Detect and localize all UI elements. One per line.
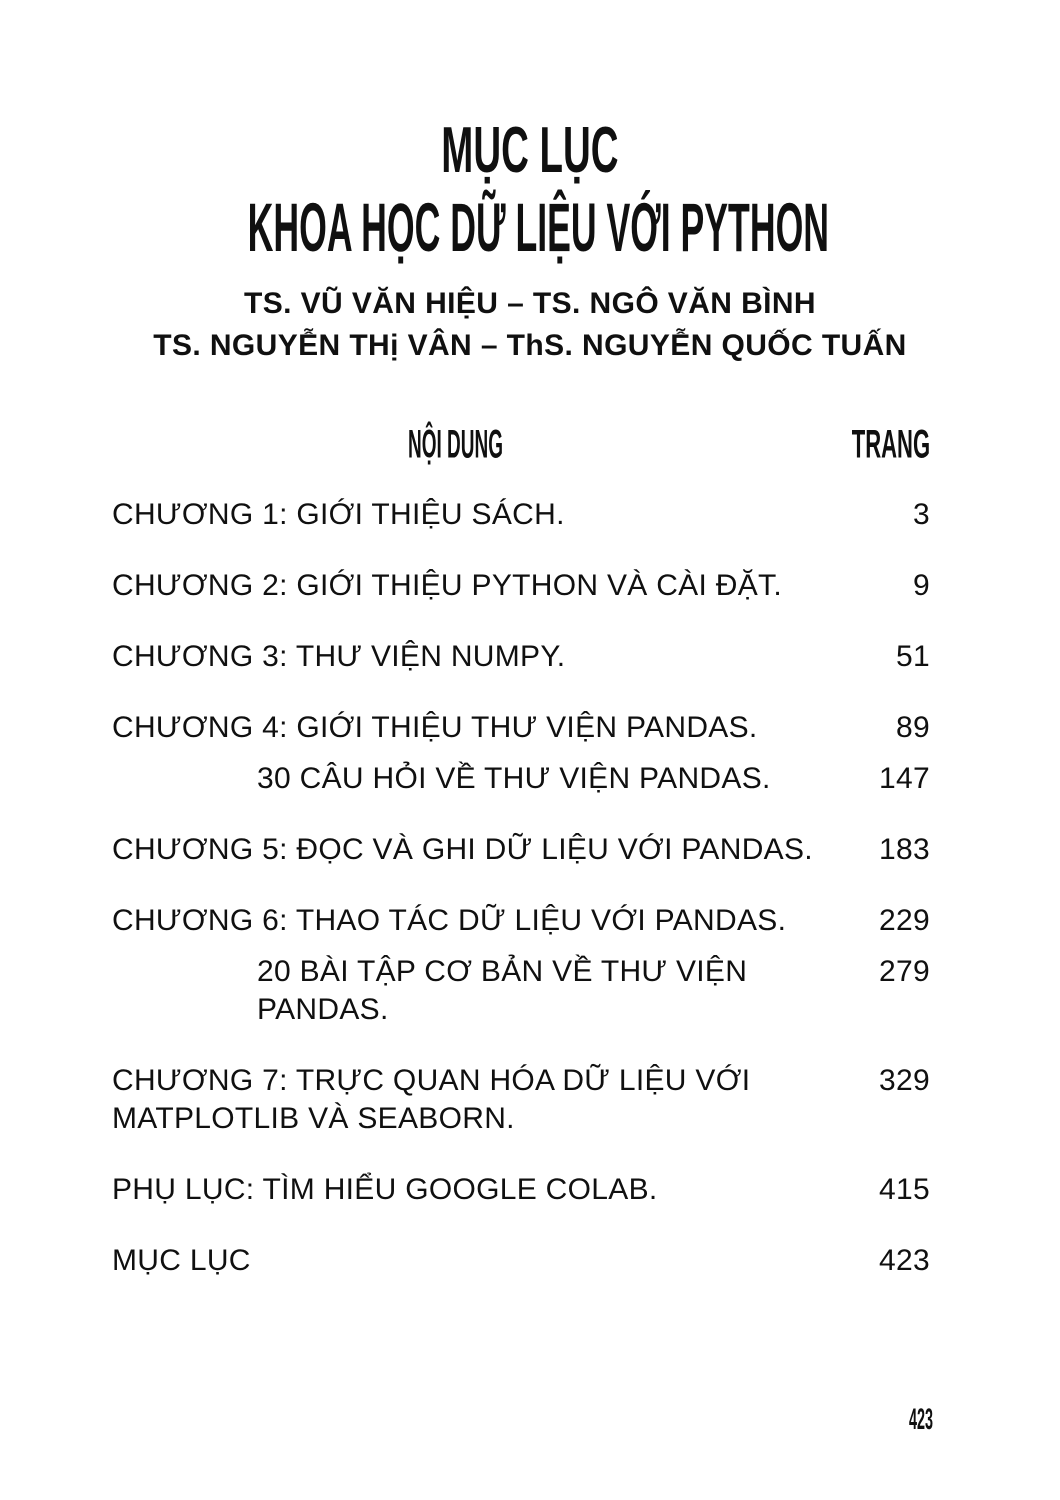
page-number-footer bbox=[883, 1404, 933, 1436]
toc-entry bbox=[112, 1242, 930, 1280]
book-title bbox=[0, 188, 1060, 266]
toc-entry bbox=[112, 1062, 930, 1138]
authors-line-1: TS. VŨ VĂN HIỆU – TS. NGÔ VĂN BÌNH bbox=[244, 287, 816, 320]
column-headers bbox=[112, 424, 930, 468]
page-title bbox=[0, 114, 1060, 187]
toc-entry bbox=[112, 760, 930, 798]
toc-entry-page-number: 147 bbox=[879, 762, 930, 795]
page-number: 423 bbox=[908, 1403, 933, 1436]
toc-entry-label: CHƯƠNG 5: ĐỌC VÀ GHI DỮ LIỆU VỚI PANDAS. bbox=[112, 833, 813, 866]
toc-entry bbox=[112, 496, 930, 534]
toc-entry-label: MỤC LỤC bbox=[112, 1244, 251, 1277]
toc-entry bbox=[112, 902, 930, 940]
page-column-header: TRANG bbox=[851, 422, 930, 467]
toc-entry-page-number: 329 bbox=[879, 1064, 930, 1097]
toc-entry-page-number: 89 bbox=[896, 711, 930, 744]
toc-list bbox=[112, 496, 930, 1280]
toc-entry bbox=[112, 831, 930, 869]
toc-entry-page-number: 51 bbox=[896, 640, 930, 673]
toc-entry-page-number: 423 bbox=[879, 1244, 930, 1277]
toc-entry-label: CHƯƠNG 3: THƯ VIỆN NUMPY. bbox=[112, 640, 566, 673]
toc-entry-page-number: 415 bbox=[879, 1173, 930, 1206]
toc-entry bbox=[112, 709, 930, 747]
toc-entry bbox=[112, 638, 930, 676]
toc-entry-label: 30 CÂU HỎI VỀ THƯ VIỆN PANDAS. bbox=[257, 762, 771, 795]
toc-entry bbox=[112, 1171, 930, 1209]
toc-entry-label: CHƯƠNG 6: THAO TÁC DỮ LIỆU VỚI PANDAS. bbox=[112, 904, 787, 937]
toc-entry bbox=[112, 567, 930, 605]
content-column-header: NỘI DUNG bbox=[408, 422, 503, 467]
toc-entry-label: CHƯƠNG 7: TRỰC QUAN HÓA DỮ LIỆU VỚI MATPLOTLIB VÀ SEABORN. bbox=[112, 1064, 751, 1135]
toc-entry-page-number: 3 bbox=[913, 498, 930, 531]
page-title-text: MỤC LỤC bbox=[441, 114, 619, 187]
toc-entry-label: 20 BÀI TẬP CƠ BẢN VỀ THƯ VIỆN PANDAS. bbox=[257, 955, 748, 1026]
book-title-text: KHOA HỌC DỮ LIỆU VỚI PYTHON bbox=[247, 188, 830, 266]
toc-entry-label: CHƯƠNG 1: GIỚI THIỆU SÁCH. bbox=[112, 498, 565, 531]
authors-line-2: TS. NGUYỄN THị VÂN – ThS. NGUYỄN QUỐC TUẤN bbox=[153, 329, 907, 362]
toc-entry-label: PHỤ LỤC: TÌM HIỂU GOOGLE COLAB. bbox=[112, 1173, 658, 1206]
toc-entry-page-number: 229 bbox=[879, 904, 930, 937]
toc-entry-label: CHƯƠNG 2: GIỚI THIỆU PYTHON VÀ CÀI ĐẶT. bbox=[112, 569, 782, 602]
toc-entry-page-number: 183 bbox=[879, 833, 930, 866]
toc-entry-page-number: 279 bbox=[879, 955, 930, 988]
title-block bbox=[0, 0, 1060, 367]
toc-entry bbox=[112, 953, 930, 1029]
toc-entry-page-number: 9 bbox=[913, 569, 930, 602]
toc-entry-label: CHƯƠNG 4: GIỚI THIỆU THƯ VIỆN PANDAS. bbox=[112, 711, 758, 744]
